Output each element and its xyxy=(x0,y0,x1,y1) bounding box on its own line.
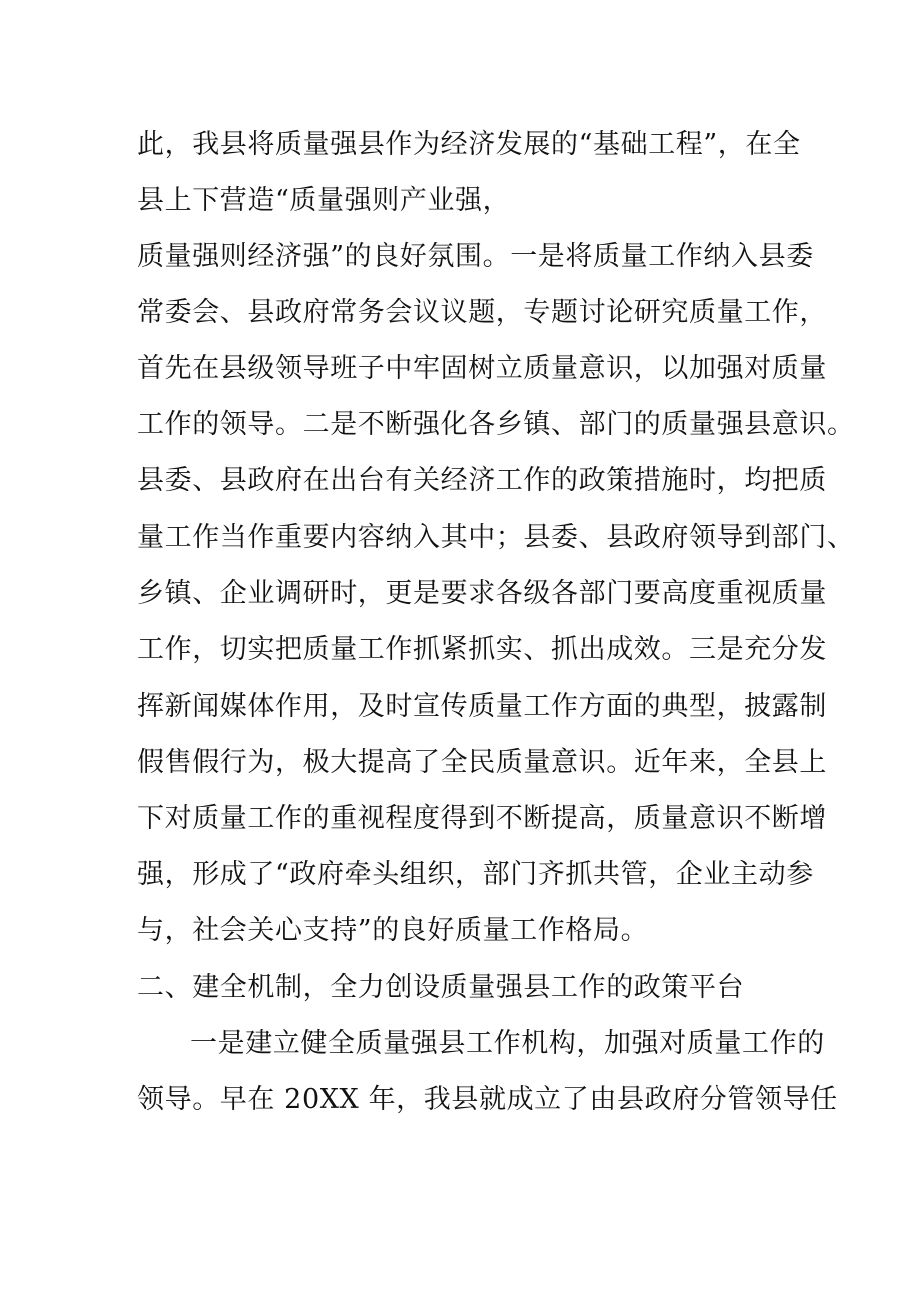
text-line: 县上下营造“质量强则产业强， xyxy=(137,185,511,216)
text-line: 乡镇、企业调研时，更是要求各级各部门要高度重视质量 xyxy=(137,578,827,609)
text-line: 质量强则经济强”的良好氛围。一是将质量工作纳入县委 xyxy=(137,241,814,272)
text-line: 挥新闻媒体作用，及时宣传质量工作方面的典型，披露制 xyxy=(137,691,827,722)
text-line: 此，我县将质量强县作为经济发展的“基础工程”，在全 xyxy=(137,129,801,160)
text-line: 工作，切实把质量工作抓紧抓实、抓出成效。三是充分发 xyxy=(137,634,827,665)
text-line: 强，形成了“政府牵头组织，部门齐抓共管，企业主动参 xyxy=(137,859,814,890)
text-line: 县委、县政府在出台有关经济工作的政策措施时，均把质 xyxy=(137,465,827,496)
text-line: 量工作当作重要内容纳入其中；县委、县政府领导到部门、 xyxy=(137,522,855,553)
section-heading: 二、建全机制，全力创设质量强县工作的政策平台 xyxy=(137,972,745,1003)
text-line: 首先在县级领导班子中牢固树立质量意识，以加强对质量 xyxy=(137,353,827,384)
text-line: 一是建立健全质量强县工作机构，加强对质量工作的 xyxy=(190,1028,825,1059)
text-line: 常委会、县政府常务会议议题，专题讨论研究质量工作， xyxy=(137,297,827,328)
text-line: 工作的领导。二是不断强化各乡镇、部门的质量强县意识。 xyxy=(137,409,855,440)
text-line: 下对质量工作的重视程度得到不断提高，质量意识不断增 xyxy=(137,803,827,834)
text-line: 假售假行为，极大提高了全民质量意识。近年来，全县上 xyxy=(137,747,827,778)
text-line: 与，社会关心支持”的良好质量工作格局。 xyxy=(137,915,649,946)
text-line: 领导。早在 20XX 年，我县就成立了由县政府分管领导任 xyxy=(137,1084,838,1115)
